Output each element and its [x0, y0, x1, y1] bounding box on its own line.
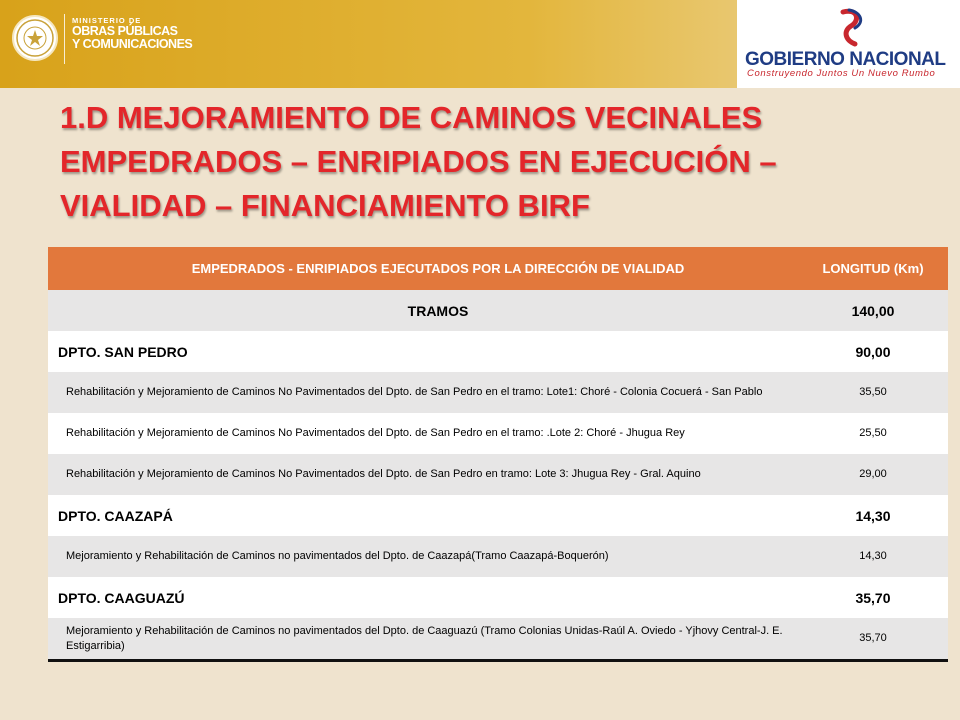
- national-seal-icon: [12, 15, 58, 61]
- table-row: [48, 618, 948, 661]
- item-length: 14,30: [798, 536, 948, 577]
- item-length: 25,50: [798, 413, 948, 454]
- ministry-line2: OBRAS PÚBLICAS: [72, 24, 178, 38]
- gobierno-tagline: Construyendo Juntos Un Nuevo Rumbo: [747, 68, 936, 79]
- department-value: 35,70: [798, 577, 948, 618]
- department-value: 14,30: [798, 495, 948, 536]
- item-description: Rehabilitación y Mejoramiento de Caminos No Pavimentados del Dpto. de San Pedro en tramo: Lote 3: Jhugua Rey - Gral. Aquino: [48, 454, 798, 495]
- item-description: Mejoramiento y Rehabilitación de Caminos no pavimentados del Dpto. de Caazapá(Tramo Caazapá-Boquerón): [48, 536, 798, 577]
- title-line3: VIALIDAD – FINANCIAMIENTO BIRF: [60, 188, 590, 223]
- department-name: DPTO. SAN PEDRO: [48, 331, 798, 372]
- ministry-divider: [64, 14, 65, 64]
- department-row: [48, 331, 948, 372]
- header-description: EMPEDRADOS - ENRIPIADOS EJECUTADOS POR LA DIRECCIÓN DE VIALIDAD: [48, 247, 798, 290]
- table-row: [48, 372, 948, 413]
- table-row: [48, 413, 948, 454]
- title-line2: EMPEDRADOS – ENRIPIADOS EN EJECUCIÓN –: [60, 144, 777, 179]
- table-row: [48, 536, 948, 577]
- item-description: Mejoramiento y Rehabilitación de Caminos no pavimentados del Dpto. de Caaguazú (Tramo Colonias Unidas-Raúl A. Oviedo - Yjhovy Central-J. E. Estigarribia): [48, 618, 798, 661]
- item-length: 35,70: [798, 618, 948, 661]
- item-description: Rehabilitación y Mejoramiento de Caminos No Pavimentados del Dpto. de San Pedro en el tramo: Lote1: Choré - Colonia Cocuerá - San Pablo: [48, 372, 798, 413]
- title-line1: 1.D MEJORAMIENTO DE CAMINOS VECINALES: [60, 100, 763, 135]
- item-length: 29,00: [798, 454, 948, 495]
- flag-swoosh-icon: [831, 6, 871, 48]
- total-label: TRAMOS: [48, 290, 798, 331]
- ministry-line3: Y COMUNICACIONES: [72, 37, 193, 51]
- total-value: 140,00: [798, 290, 948, 331]
- department-name: DPTO. CAAZAPÁ: [48, 495, 798, 536]
- item-description: Rehabilitación y Mejoramiento de Caminos No Pavimentados del Dpto. de San Pedro en el tramo: .Lote 2: Choré - Jhugua Rey: [48, 413, 798, 454]
- gobierno-word: GOBIERNO: [745, 49, 845, 70]
- department-row: [48, 577, 948, 618]
- item-length: 35,50: [798, 372, 948, 413]
- ministry-logo: [72, 16, 192, 51]
- header-banner: [0, 0, 960, 88]
- table-header-row: [48, 247, 948, 290]
- slide-title: [60, 96, 920, 228]
- department-name: DPTO. CAAGUAZÚ: [48, 577, 798, 618]
- nacional-word: NACIONAL: [849, 49, 946, 70]
- total-row: [48, 290, 948, 331]
- department-row: [48, 495, 948, 536]
- gobierno-nacional-logo: [737, 0, 960, 88]
- department-value: 90,00: [798, 331, 948, 372]
- table-row: [48, 454, 948, 495]
- header-length: LONGITUD (Km): [798, 247, 948, 290]
- roads-table: [48, 247, 948, 662]
- ministry-line1: MINISTERIO DE: [72, 16, 142, 25]
